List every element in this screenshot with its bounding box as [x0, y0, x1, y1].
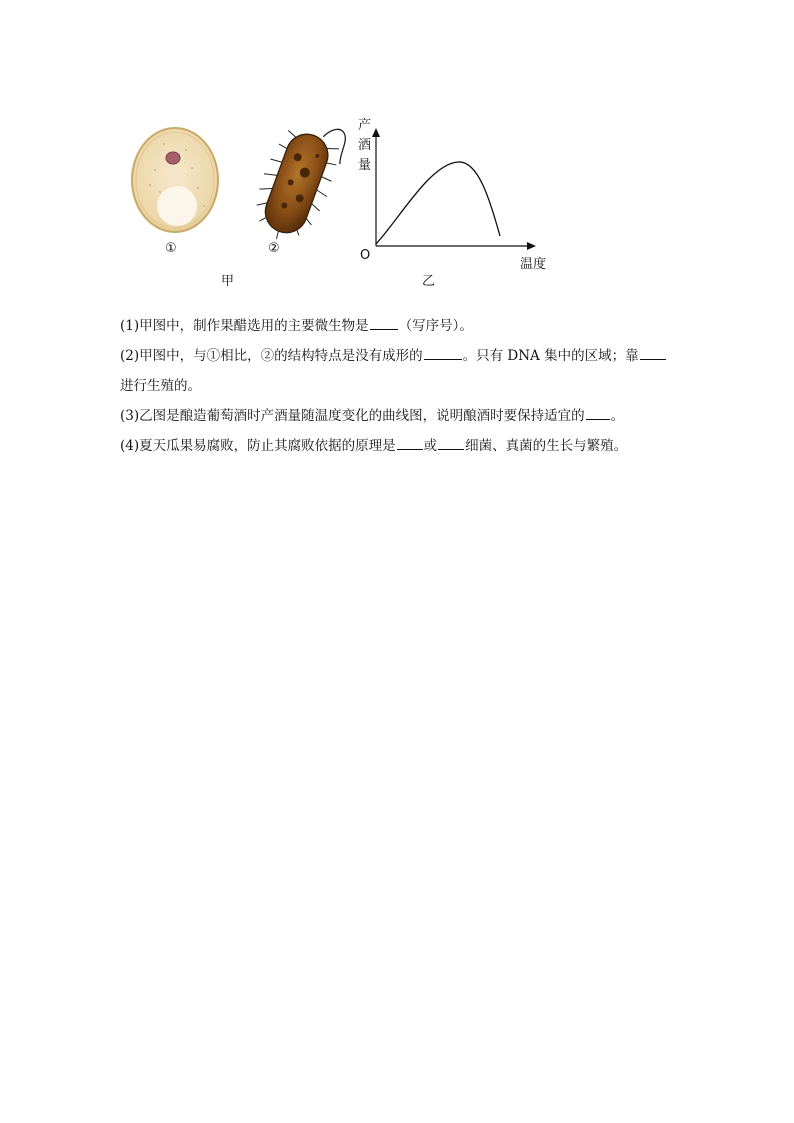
answer-blank[interactable] — [397, 435, 423, 450]
figure-illustrations — [120, 110, 570, 295]
yield-curve — [376, 162, 500, 244]
figure-area — [120, 110, 570, 295]
question-3: (3)乙图是酿造葡萄酒时产酒量随温度变化的曲线图，说明酿酒时要保持适宜的 。 — [120, 401, 680, 431]
y-axis-label-3: 量 — [358, 158, 372, 173]
y-axis-label-1: 产 — [358, 118, 372, 133]
question-2: (2)甲图中，与①相比，②的结构特点是没有成形的 。只有 DNA 集中的区域；靠 — [120, 341, 680, 371]
question-4: (4)夏天瓜果易腐败，防止其腐败依据的原理是 或 细菌、真菌的生长与繁殖。 — [120, 431, 680, 461]
y-axis-label-2: 酒 — [358, 138, 372, 153]
answer-blank[interactable] — [424, 345, 462, 360]
yeast-cell — [132, 128, 218, 232]
figure-jia-label: 甲 — [221, 274, 235, 289]
bacterium-cell — [244, 110, 350, 250]
cell1-label: ① — [165, 241, 177, 256]
answer-blank[interactable] — [586, 405, 610, 420]
answer-blank[interactable] — [640, 345, 666, 360]
figure-yi-label: 乙 — [422, 274, 436, 289]
temperature-yield-graph — [372, 128, 536, 250]
cell2-label: ② — [268, 241, 280, 256]
origin-label: O — [360, 248, 371, 263]
answer-blank[interactable] — [438, 435, 464, 450]
x-axis-label: 温度 — [520, 257, 547, 272]
question-1: (1)甲图中，制作果醋选用的主要微生物是 （写序号）。 — [120, 311, 680, 341]
question-list — [120, 311, 680, 461]
question-2-continued: 进行生殖的。 — [120, 378, 201, 394]
answer-blank[interactable] — [370, 315, 398, 330]
